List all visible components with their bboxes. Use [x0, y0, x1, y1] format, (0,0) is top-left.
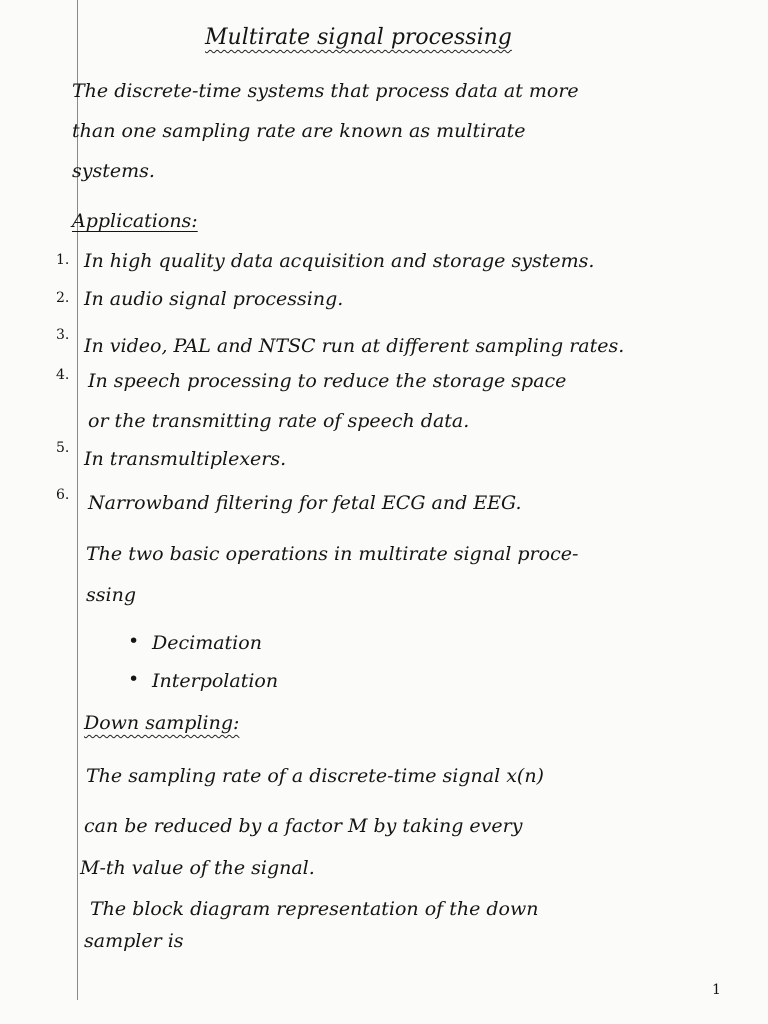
intro-line: than one sampling rate are known as multirate: [72, 120, 526, 142]
page-title: Multirate signal processing: [205, 25, 512, 50]
list-number: 4.: [56, 367, 70, 383]
operations-line: The two basic operations in multirate signal proce-: [86, 543, 579, 565]
downsampling-line: M-th value of the signal.: [80, 857, 315, 879]
block-diagram-line: The block diagram representation of the down: [90, 898, 539, 920]
downsampling-line: The sampling rate of a discrete-time signal x(n): [86, 765, 544, 787]
bullet-item: Decimation: [152, 632, 262, 654]
applications-heading: Applications:: [72, 210, 198, 232]
intro-line: The discrete-time systems that process data at more: [72, 80, 579, 102]
list-number: 1.: [56, 252, 70, 268]
list-item: In speech processing to reduce the storage space: [88, 370, 567, 392]
list-number: 6.: [56, 487, 70, 503]
downsampling-heading: Down sampling:: [84, 712, 240, 734]
list-number: 2.: [56, 290, 70, 306]
list-number: 5.: [56, 440, 70, 456]
list-item-continuation: or the transmitting rate of speech data.: [88, 410, 470, 432]
intro-line: systems.: [72, 160, 155, 182]
downsampling-line: can be reduced by a factor M by taking every: [84, 815, 523, 837]
margin-line: [77, 0, 78, 1000]
list-item: In video, PAL and NTSC run at different sampling rates.: [84, 335, 625, 357]
bullet-dot: •: [128, 668, 140, 690]
list-item: In high quality data acquisition and storage systems.: [84, 250, 595, 272]
list-item: Narrowband filtering for fetal ECG and EEG.: [88, 492, 522, 514]
list-item: In transmultiplexers.: [84, 448, 287, 470]
operations-line: ssing: [86, 584, 136, 606]
bullet-dot: •: [128, 630, 140, 652]
page-number: 1: [712, 982, 721, 998]
bullet-item: Interpolation: [152, 670, 279, 692]
block-diagram-line: sampler is: [84, 930, 184, 952]
list-number: 3.: [56, 327, 70, 343]
list-item: In audio signal processing.: [84, 288, 344, 310]
